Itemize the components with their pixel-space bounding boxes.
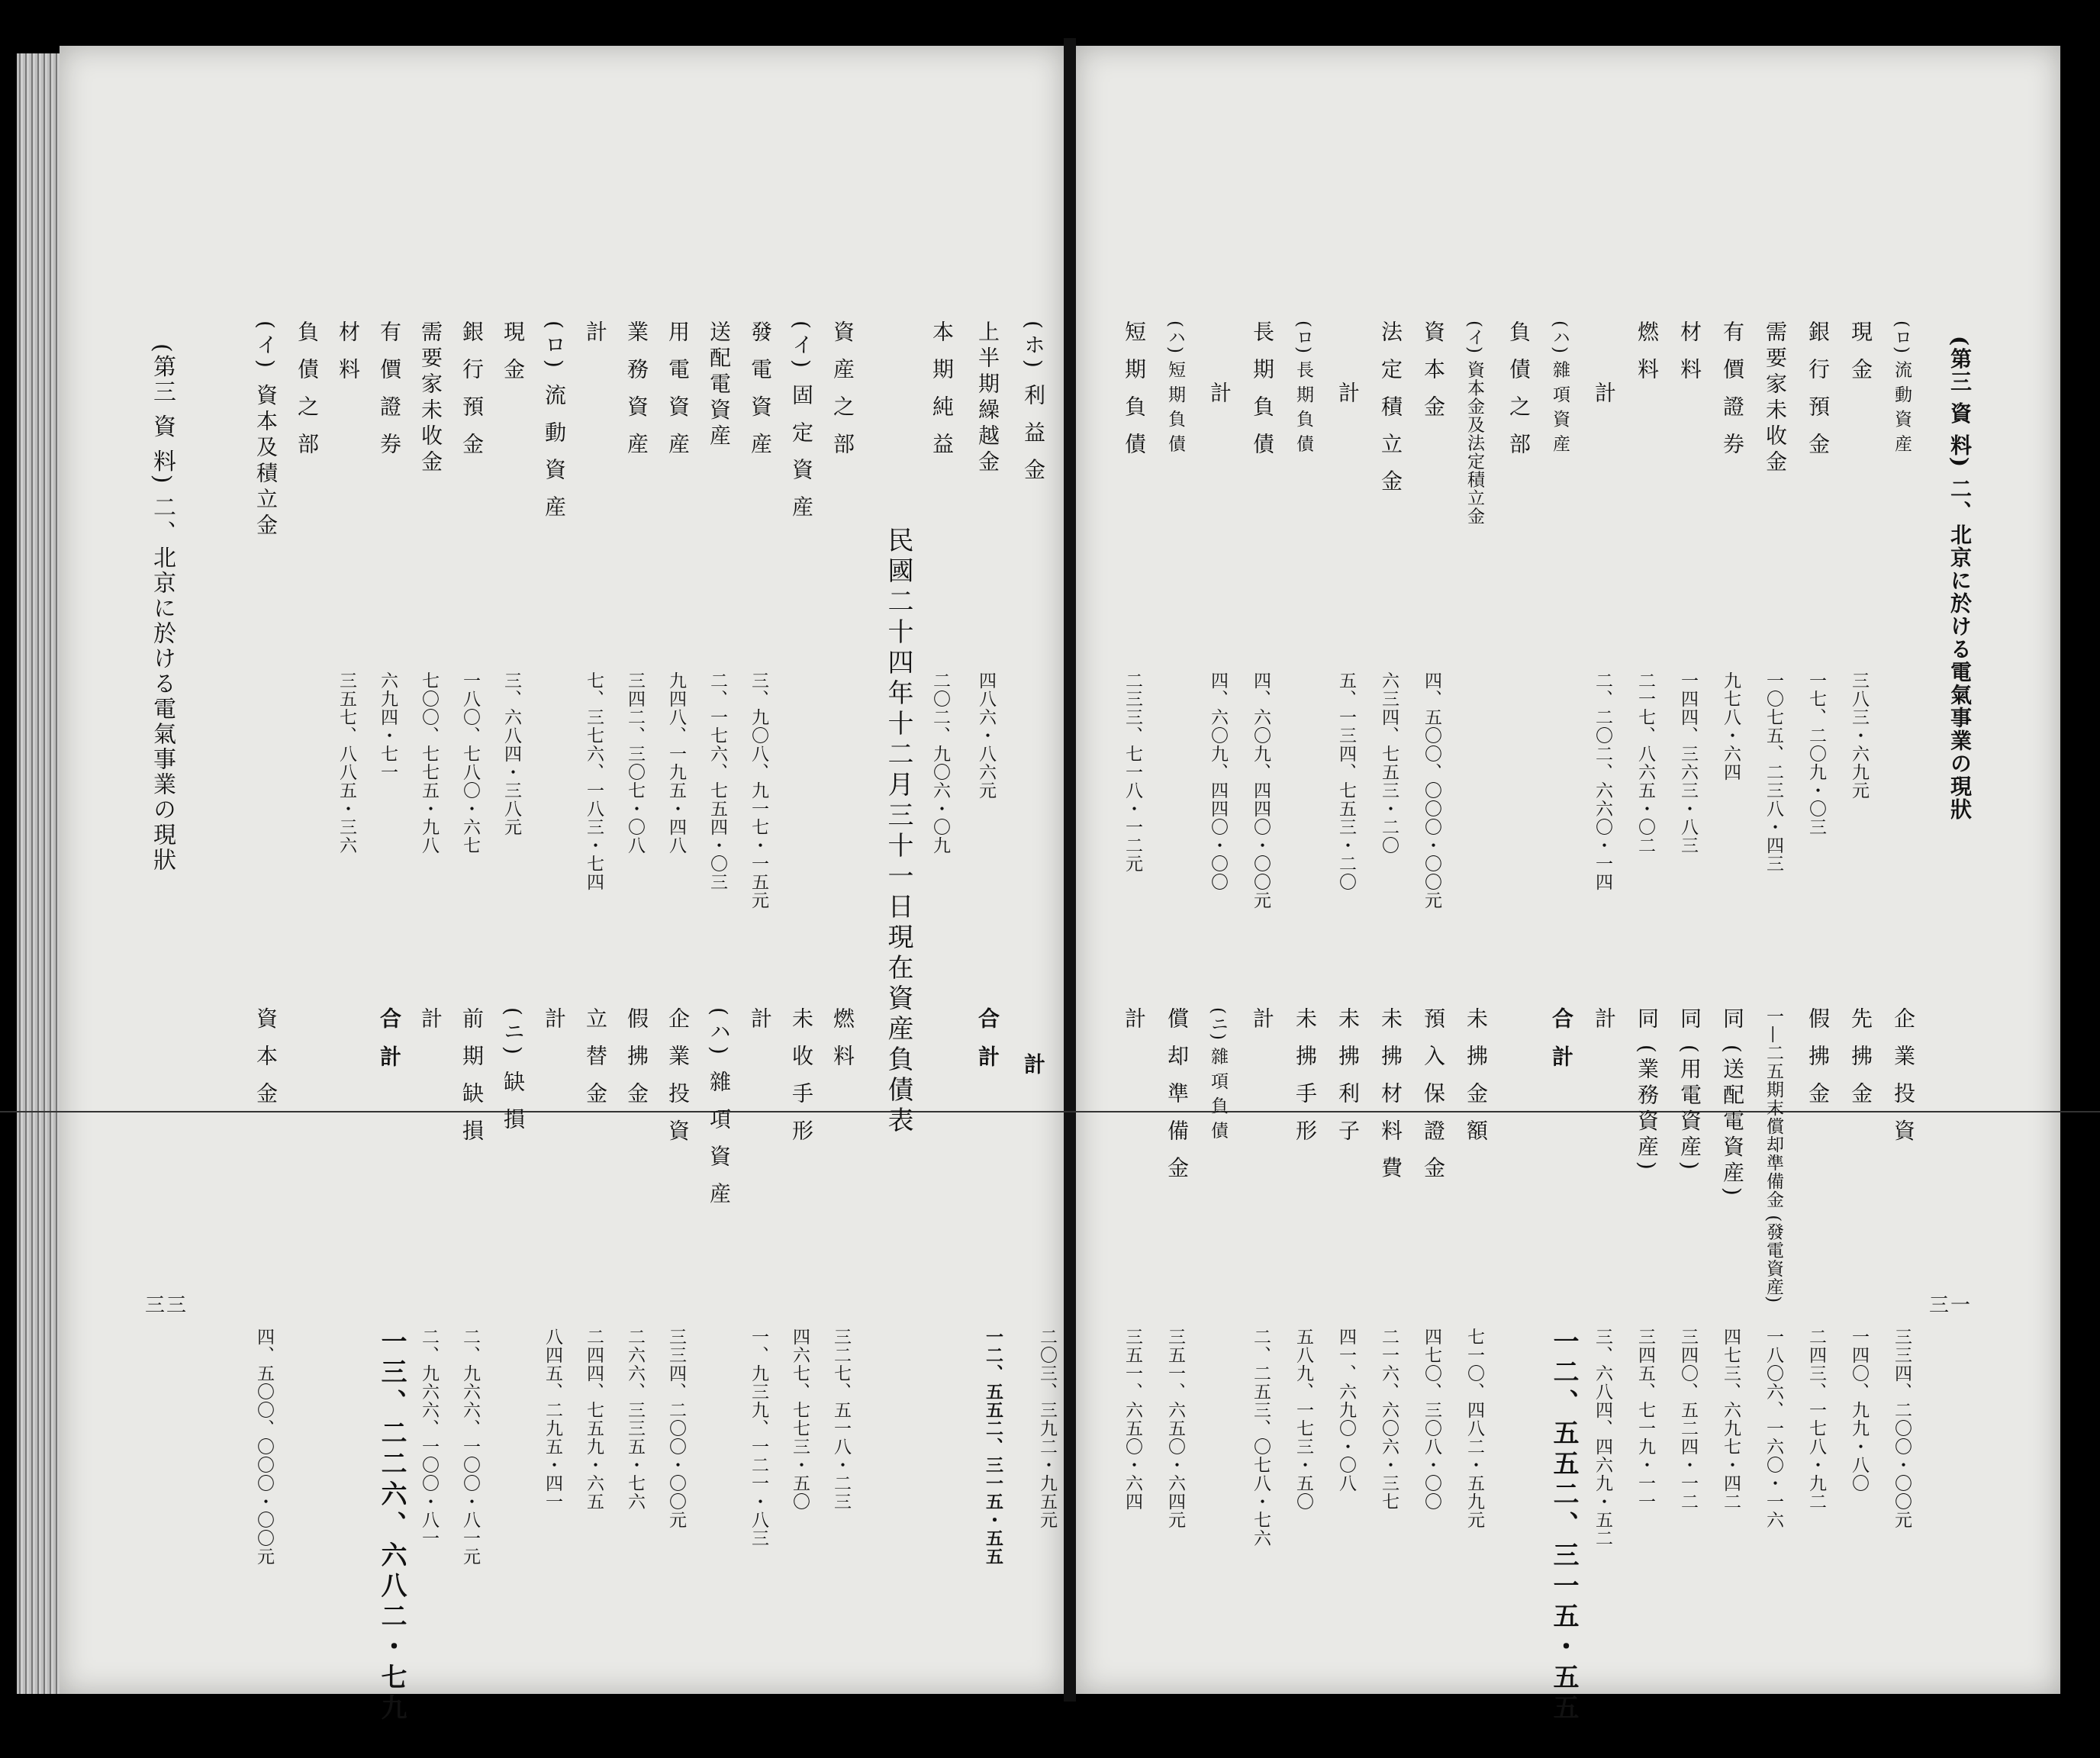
right-row-amount2: 一二、五五二、三一五・五五: [1548, 1328, 1579, 1724]
right-row-amount: 二、二〇二、六六〇・一四: [1593, 671, 1612, 891]
left-row-amount: 九四八、一九五・四八: [666, 671, 686, 855]
left-row-label2: 前 期 缺 損: [459, 1007, 485, 1145]
right-row-label: (ロ) 長 期 負 債: [1293, 320, 1313, 453]
right-row-label: 資 本 金: [1421, 320, 1446, 421]
right-row-amount2: 三三四、二〇〇・〇〇元: [1892, 1328, 1912, 1529]
book-page-edges: [17, 53, 60, 1694]
right-row-label: 負 債 之 部: [1506, 320, 1532, 459]
right-row-amount2: 二、二五三、〇七八・七六: [1251, 1328, 1271, 1547]
left-profit-amount: 二〇二、九〇六・〇九: [930, 671, 950, 855]
right-row-label: 有 價 證 券: [1720, 320, 1745, 459]
left-row-label: (イ) 資本及積立金: [253, 320, 279, 539]
right-row-label2: 未 拂 材 料 費: [1378, 1007, 1403, 1183]
right-row-amount2: 三、六八四、四六九・五二: [1593, 1328, 1612, 1547]
left-row-amount2: 二四四、七五九・六五: [584, 1328, 604, 1511]
right-row-amount2: 七一〇、四八二・五九元: [1464, 1328, 1484, 1529]
right-row-label2: 一—二五期末償却準備金 (發電資産): [1763, 1007, 1783, 1304]
right-row-amount: 一七、二〇九・〇三: [1806, 671, 1826, 836]
right-row-label: 需要家未收金: [1763, 320, 1788, 476]
right-row-amount: 四、五〇〇、〇〇〇・〇〇元: [1422, 671, 1441, 910]
left-upper-grand-label: 合 計: [975, 1007, 1000, 1071]
right-row-label: 銀 行 預 金: [1805, 320, 1831, 459]
right-row-label2: 未 拂 手 形: [1293, 1007, 1318, 1145]
right-row-label2: 假 拂 金: [1805, 1007, 1831, 1108]
right-row-amount2: 二一六、六〇六・三七: [1379, 1328, 1399, 1511]
right-row-amount: 二一七、八六五・〇二: [1635, 671, 1655, 855]
right-row-label2: 計: [1592, 1007, 1617, 1033]
left-row-label: 材 料: [336, 320, 361, 384]
left-profit-label: 本 期 純 益: [929, 320, 955, 459]
right-row-label: 長 期 負 債: [1250, 320, 1275, 459]
left-row-amount: 六九四・七一: [378, 671, 398, 781]
right-row-amount2: 四七三、六九七・四二: [1721, 1328, 1741, 1511]
left-row-label2: 未 收 手 形: [789, 1007, 814, 1145]
left-row-label: 業 務 資 産: [624, 320, 649, 459]
left-row-amount2: 一、九三九、一二一・八三: [749, 1328, 768, 1547]
left-row-amount2: 二六六、三三五・七六: [625, 1328, 645, 1511]
scan-fold-line: [0, 1111, 2100, 1112]
left-row-label2: (ハ) 雜 項 資 産: [707, 1007, 732, 1209]
right-row-label: 計: [1335, 382, 1361, 407]
left-row-label: 負 債 之 部: [295, 320, 320, 459]
left-row-amount2: 一三、二二六、六八二・七九: [376, 1328, 407, 1724]
left-row-label: 現 金: [501, 320, 526, 384]
right-extra-total: 二〇三、三九二・九五元: [1037, 1328, 1057, 1529]
left-table-title: 民國二十四年十二月三十一日現在資産負債表: [883, 526, 913, 1137]
left-profit-amount: 四八六・八六元: [976, 671, 996, 800]
right-row-amount: 四、六〇九、四四〇・〇〇元: [1251, 671, 1271, 910]
right-row-amount: 一四四、三六三・八三: [1678, 671, 1698, 855]
right-row-label2: 計: [1250, 1007, 1275, 1033]
left-row-amount2: 四、五〇〇、〇〇〇・〇〇元: [254, 1328, 274, 1566]
right-row-label2: 先 拂 金: [1848, 1007, 1873, 1108]
left-row-amount: 三四二、三〇七・〇八: [625, 671, 645, 855]
right-row-amount2: 一四〇、九九・八〇: [1849, 1328, 1869, 1492]
right-page-number: 三一: [1929, 1294, 1973, 1317]
left-row-label2: 立 替 金: [583, 1007, 608, 1108]
right-row-label: 短 期 負 債: [1122, 320, 1147, 459]
right-row-label2: 未 拂 金 額: [1464, 1007, 1489, 1145]
left-row-label2: 假 拂 金: [624, 1007, 649, 1108]
right-row-amount2: 三四五、七一九・一一: [1635, 1328, 1655, 1511]
right-row-label: (ハ) 雜 項 資 産: [1550, 320, 1570, 453]
left-row-amount: 三、六八四・三八元: [501, 671, 521, 836]
right-row-amount: 六三四、七五三・二〇: [1379, 671, 1399, 855]
left-row-label: 資 産 之 部: [830, 320, 855, 459]
right-row-label2: 同 (用電資産): [1677, 1007, 1702, 1174]
right-row-label: 計: [1207, 382, 1232, 407]
left-profit-label: (ホ) 利 益 金: [1021, 320, 1046, 485]
left-row-amount2: 八四五、二九五・四一: [543, 1328, 562, 1511]
right-row-label: (イ) 資本金及法定積立金: [1464, 320, 1484, 526]
right-row-label2: 預 入 保 證 金: [1421, 1007, 1446, 1183]
right-row-amount: 三八三・六九元: [1849, 671, 1869, 800]
left-row-label: 用 電 資 産: [665, 320, 691, 459]
right-row-amount2: 四七〇、三〇八・〇〇: [1422, 1328, 1441, 1511]
right-row-label: 燃 料: [1635, 320, 1660, 384]
left-row-amount: 一八〇、七八〇・六七: [460, 671, 480, 855]
right-row-amount: 一〇七五、二三八・四三: [1763, 671, 1783, 873]
right-row-label: (ハ) 短 期 負 債: [1165, 320, 1185, 453]
left-row-label: 發 電 資 産: [748, 320, 773, 459]
book-gutter: [1064, 38, 1076, 1702]
right-row-amount2: 三五一、六五〇・六四: [1122, 1328, 1142, 1511]
right-row-amount: 九七八・六四: [1721, 671, 1741, 781]
left-profit-label: 上半期繰越金: [975, 320, 1000, 476]
right-row-amount: 四、六〇九、四四〇・〇〇: [1208, 671, 1228, 891]
left-row-amount2: 四六七、七七三・五〇: [790, 1328, 810, 1511]
left-row-amount: 三五七、八八五・三六: [337, 671, 356, 855]
left-row-amount: 七〇〇、七七五・九八: [419, 671, 439, 855]
left-row-label: 有 價 證 券: [377, 320, 402, 459]
left-row-label: 需要家未收金: [418, 320, 443, 476]
left-row-label2: (ニ) 缺 損: [501, 1007, 526, 1134]
right-row-amount2: 五八九、一七三・五〇: [1293, 1328, 1313, 1511]
right-row-amount2: 三四〇、五二四・一二: [1678, 1328, 1698, 1511]
right-row-label: (ロ) 流 動 資 産: [1892, 320, 1912, 453]
right-row-amount2: 一八〇六、一六〇・一六: [1763, 1328, 1783, 1529]
right-row-label2: 計: [1122, 1007, 1147, 1033]
left-upper-total-label: 計: [1021, 1053, 1046, 1079]
right-row-label2: 同 (送配電資産): [1720, 1007, 1745, 1200]
left-row-label: 送配電資産: [707, 320, 732, 450]
left-row-label: (イ) 固 定 資 産: [789, 320, 814, 522]
left-row-amount2: 二、九六六、一〇〇・八一: [419, 1328, 439, 1547]
left-row-label2: 計: [542, 1007, 567, 1033]
right-row-amount: 二三三、七一八・一二元: [1122, 671, 1142, 873]
right-row-label: 材 料: [1677, 320, 1702, 384]
left-row-label2: 企 業 投 資: [665, 1007, 691, 1145]
left-row-amount: 三、九〇八、九一七・一五元: [749, 671, 768, 910]
right-row-amount: 五、一三四、七五三・二〇: [1336, 671, 1356, 891]
right-running-header: (第三 資 料) 二、北京に於ける電氣事業の現狀: [1947, 336, 1973, 821]
right-row-label2: 償 却 準 備 金: [1164, 1007, 1190, 1183]
left-row-label2: 合 計: [377, 1007, 402, 1071]
left-row-label2: 燃 料: [830, 1007, 855, 1071]
left-row-label2: 資 本 金: [253, 1007, 279, 1108]
left-row-amount2: 二、九六六、一〇〇・八一元: [460, 1328, 480, 1566]
left-row-label: (ロ) 流 動 資 産: [542, 320, 567, 522]
right-row-label: 計: [1592, 382, 1617, 407]
left-page-number: 三三: [145, 1294, 188, 1317]
left-row-amount2: 三二七、五一八・二三: [831, 1328, 851, 1511]
left-row-amount2: 三三四、二〇〇・〇〇元: [666, 1328, 686, 1529]
left-row-label: 銀 行 預 金: [459, 320, 485, 459]
left-row-label: 計: [583, 320, 608, 346]
right-row-amount2: 三五一、六五〇・六四元: [1165, 1328, 1185, 1529]
left-row-label2: 計: [748, 1007, 773, 1033]
right-row-amount2: 二四三、一七八・九二: [1806, 1328, 1826, 1511]
left-row-amount: 二、一七六、七五四・〇三: [707, 671, 727, 891]
left-running-header: (第三 資 料) 二、北京に於ける電氣事業の現狀: [149, 343, 176, 874]
right-row-label: 法 定 積 立 金: [1378, 320, 1403, 496]
right-row-label2: 合 計: [1549, 1007, 1574, 1071]
right-row-label2: (ニ) 雜 項 負 債: [1208, 1007, 1228, 1140]
right-row-label2: 未 拂 利 子: [1335, 1007, 1361, 1145]
right-extra-grand-total: 一二、五五二、三一五・五五: [983, 1328, 1003, 1566]
left-row-label2: 計: [418, 1007, 443, 1033]
right-row-label: 現 金: [1848, 320, 1873, 384]
left-row-amount: 七、三七六、一八三・七四: [584, 671, 604, 891]
right-row-label2: 企 業 投 資: [1891, 1007, 1916, 1145]
right-row-label2: 同 (業務資産): [1635, 1007, 1660, 1174]
right-row-amount2: 四一、六九〇・〇八: [1336, 1328, 1356, 1492]
